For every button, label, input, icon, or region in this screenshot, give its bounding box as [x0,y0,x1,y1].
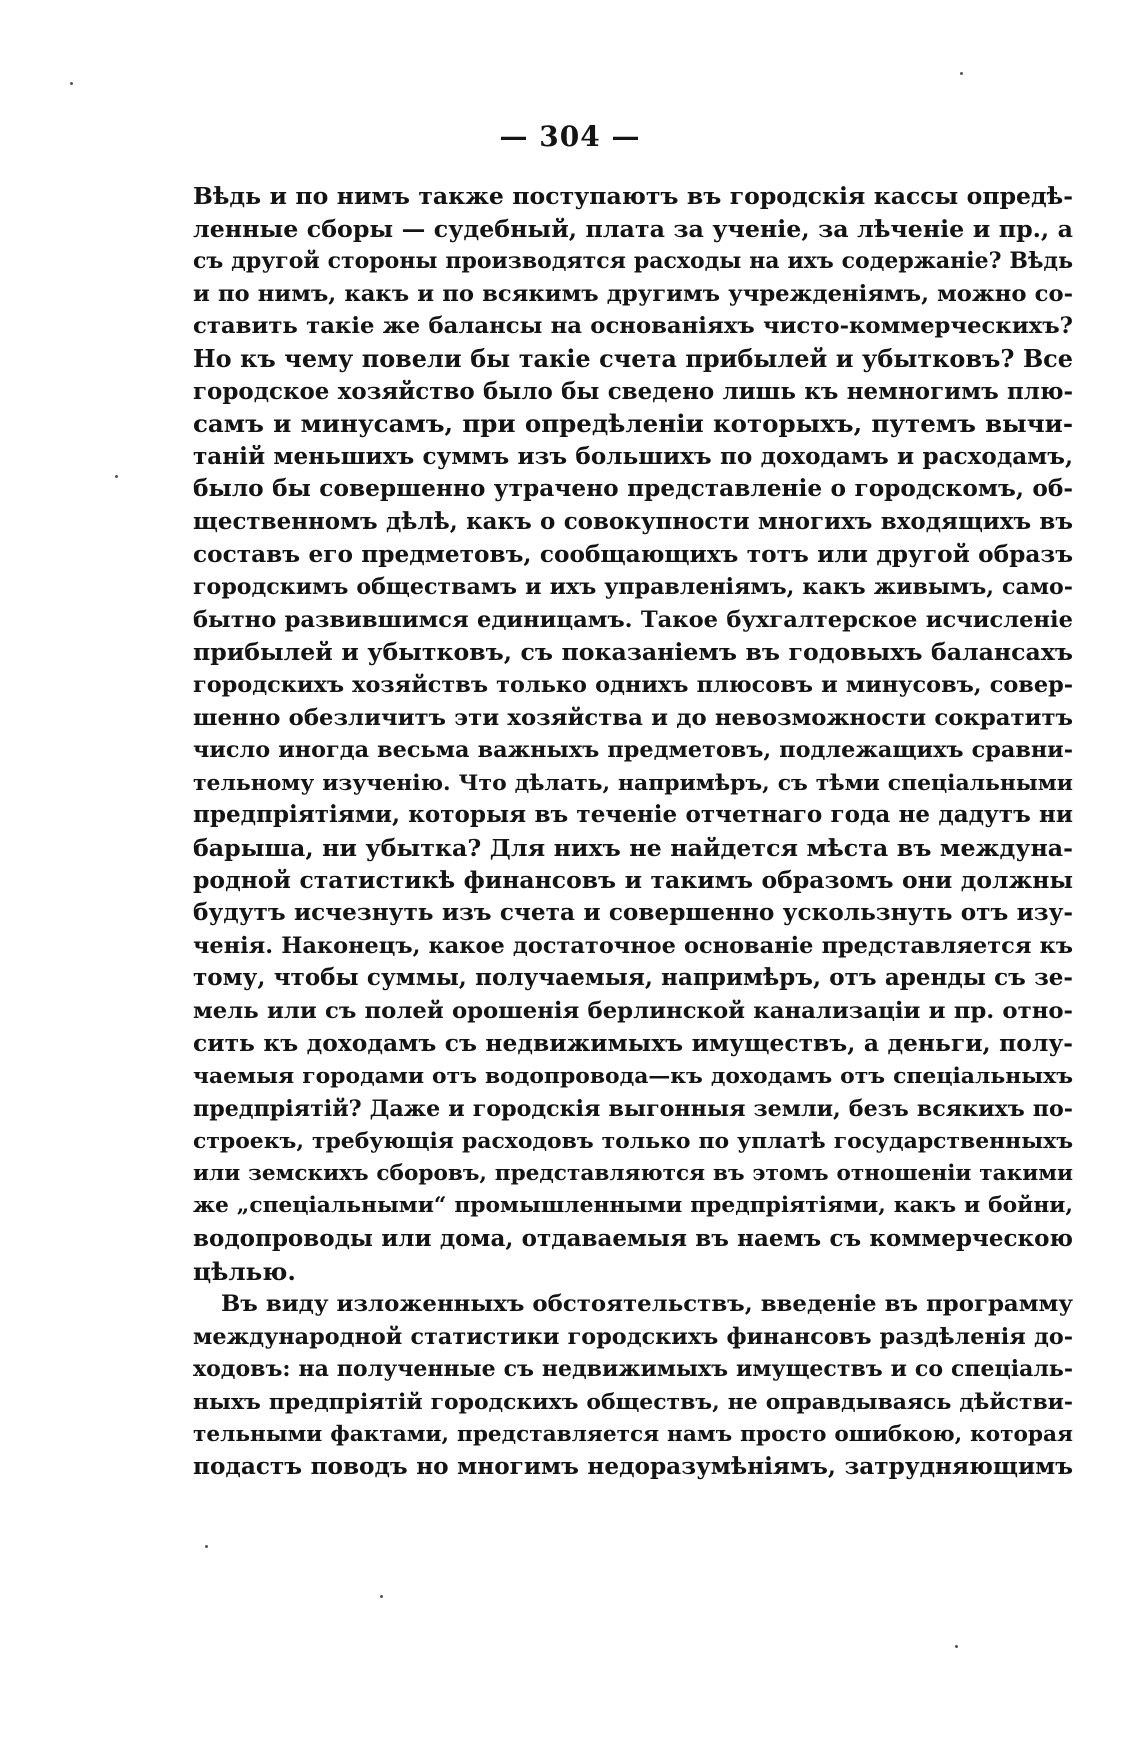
text-line: Въ виду изложенныхъ обстоятельствъ, введеніе въ программу [221,1291,1073,1318]
scan-speck [70,82,73,85]
text-line: предпріятіями, которыя въ теченіе отчетнаго года не дадутъ ни [193,801,1073,829]
text-line: городское хозяйство было бы сведено лишь къ немногимъ плю- [193,377,1073,405]
text-line: ченія. Наконецъ, какое достаточное основаніе представляется къ [193,932,1073,959]
text-line: будутъ исчезнуть изъ счета и совершенно ускользнуть отъ изу- [193,899,1073,927]
text-line: самъ и минусамъ, при опредѣленіи которыхъ, путемъ вычи- [193,409,1073,439]
text-line: ленные сборы — судебный, плата за ученіе, за лѣченіе и пр., а [193,214,1073,243]
scan-speck [115,475,118,478]
text-line: барыша, ни убытка? Для нихъ не найдется мѣста въ междуна- [193,833,1073,862]
text-line: ходовъ: на полученные съ недвижимыхъ имуществъ и со спеціаль- [193,1356,1073,1383]
paragraph-2 [193,1288,1073,1484]
text-line: же „спеціальными“ промышленными предпріятіями, какъ и бойни, [193,1193,1073,1219]
text-line: и по нимъ, какъ и по всякимъ другимъ учрежденіямъ, можно со- [193,280,1073,307]
text-line: международной статистики городскихъ финансовъ раздѣленія до- [193,1323,1073,1350]
text-line: число иногда весьма важныхъ предметовъ, подлежащихъ сравни- [193,737,1073,764]
text-line: шенно обезличитъ эти хозяйства и до невозможности сократитъ [193,704,1073,731]
paragraph-1 [193,180,1073,1288]
text-line: родной статистикѣ финансовъ и такимъ образомъ они должны [193,866,1073,895]
text-line: сить къ доходамъ съ недвижимыхъ имуществъ, а деньги, полу- [193,1029,1073,1058]
scan-speck [960,72,963,75]
text-line: предпріятій? Даже и городскія выгонныя земли, безъ всякихъ по- [193,1095,1073,1122]
text-line: городскихъ хозяйствъ только однихъ плюсовъ и минусовъ, совер- [193,671,1073,698]
text-line: Вѣдь и по нимъ также поступаютъ въ городскія кассы опредѣ- [193,182,1073,210]
text-line: бытно развившимся единицамъ. Такое бухгалтерское исчисленіе [193,606,1073,633]
text-line: строекъ, требующія расходовъ только по уплатѣ государственныхъ [193,1128,1073,1155]
text-line: или земскихъ сборовъ, представляются въ этомъ отношеніи такими [193,1160,1073,1186]
text-line: городскимъ обществамъ и ихъ управленіямъ, какъ живымъ, само- [193,574,1073,601]
text-line: таній меньшихъ суммъ изъ большихъ по доходамъ и расходамъ, [193,442,1073,470]
scan-speck [380,1595,383,1598]
text-line: тельными фактами, представляется намъ просто ошибкою, которая [193,1421,1073,1447]
page-number: — 304 — [499,120,641,153]
text-line: ныхъ предпріятій городскихъ обществъ, не оправдываясь дѣйстви- [193,1388,1073,1415]
text-line: тельному изученію. Что дѣлать, напримѣръ, съ тѣми спеціальными [193,769,1073,796]
text-line: ставить такіе же балансы на основаніяхъ чисто-коммерческихъ? [193,313,1073,340]
scan-speck [955,1645,958,1648]
text-line: съ другой стороны производятся расходы на ихъ содержаніе? Вѣдь [193,248,1073,275]
text-line: цѣлью. [193,1256,296,1286]
text-line: водопроводы или дома, отдаваемыя въ наемъ съ коммерческою [193,1225,1073,1252]
scan-speck [205,1545,208,1548]
text-line: мель или съ полей орошенія берлинской канализаціи и пр. отно- [193,997,1073,1024]
text-line: было бы совершенно утрачено представленіе о городскомъ, об- [193,475,1073,503]
text-line: чаемыя городами отъ водопровода—къ доходамъ отъ спеціальныхъ [193,1063,1073,1090]
text-line: тому, чтобы суммы, получаемыя, напримѣръ, отъ аренды съ зе- [193,964,1073,992]
text-line: прибылей и убытковъ, съ показаніемъ въ годовыхъ балансахъ [193,638,1073,667]
body-text [193,180,1073,1484]
text-line: Но къ чему повели бы такіе счета прибылей и убытковъ? Все [193,344,1073,373]
text-line: подастъ поводъ но многимъ недоразумѣніямъ, затрудняющимъ [193,1453,1073,1481]
text-line: щественномъ дѣлѣ, какъ о совокупности многихъ входящихъ въ [193,507,1073,535]
text-line: составъ его предметовъ, сообщающихъ тотъ или другой образъ [193,540,1073,568]
